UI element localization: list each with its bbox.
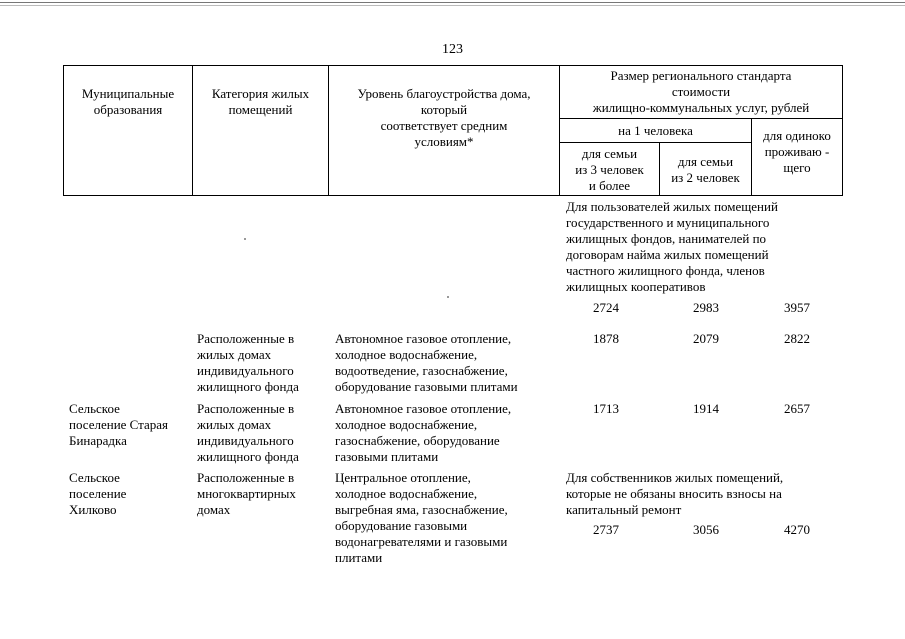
row3-single-value: 4270 — [784, 522, 810, 537]
row0-family2-value: 2983 — [693, 300, 719, 315]
header-family2 — [659, 142, 752, 196]
header-category — [192, 65, 329, 196]
header-level-label: Уровень благоустройства дома, который соответствует средним условиям* — [357, 86, 531, 149]
header-size-label: Размер регионального стандарта стоимости жилищно-коммунальных услуг, рублей — [592, 68, 810, 115]
scan-speck — [244, 238, 246, 240]
row2-family2-value: 1914 — [693, 401, 719, 416]
row2-municipal: Сельское поселение Старая Бинарадка — [69, 401, 169, 448]
row1-level: Автономное газовое отопление, холодное водоснабжение, водоотведение, газоснабжение, оборудование газовыми плитами — [335, 331, 518, 394]
row3-family3-value: 2737 — [593, 522, 619, 537]
scan-edge-line — [0, 2, 905, 3]
page-number: 123 — [442, 42, 463, 57]
row0-single-value: 3957 — [784, 300, 810, 315]
row2-single-value: 2657 — [784, 401, 810, 416]
header-single-label: для одиноко проживаю - щего — [763, 128, 831, 175]
section1-note: Для пользователей жилых помещений государственного и муниципального жилищных фондов, нанимателей по договорам найма жилых помещений частного жилищного фонда, членов жилищных кооперативов — [566, 199, 778, 294]
scan-edge-line — [0, 5, 905, 6]
row1-single-value: 2822 — [784, 331, 810, 346]
row3-family2-value: 3056 — [693, 522, 719, 537]
section2-note: Для собственников жилых помещений, которые не обязаны вносить взносы на капитальный ремонт — [566, 470, 784, 517]
header-per-person — [559, 118, 752, 143]
row3-category: Расположенные в многоквартирных домах — [197, 470, 296, 517]
row0-family3-value: 2724 — [593, 300, 619, 315]
row2-level: Автономное газовое отопление, холодное водоснабжение, газоснабжение, оборудование газовыми плитами — [335, 401, 512, 464]
header-family3-label: для семьи из 3 человек и более — [575, 146, 644, 193]
header-municipal — [63, 65, 193, 196]
header-family3 — [559, 142, 660, 196]
header-family2-label: для семьи из 2 человек — [671, 154, 740, 185]
scan-speck — [447, 296, 449, 298]
row2-category: Расположенные в жилых домах индивидуального жилищного фонда — [197, 401, 299, 464]
row1-family2-value: 2079 — [693, 331, 719, 346]
row2-family3-value: 1713 — [593, 401, 619, 416]
header-per-person-label: на 1 человека — [618, 122, 693, 138]
header-single — [751, 118, 843, 196]
header-size — [559, 65, 843, 119]
header-level — [328, 65, 560, 196]
header-category-label: Категория жилых помещений — [211, 86, 310, 117]
row1-family3-value: 1878 — [593, 331, 619, 346]
row1-category: Расположенные в жилых домах индивидуального жилищного фонда — [197, 331, 299, 394]
header-municipal-label: Муниципальные образования — [81, 86, 175, 117]
row3-level: Центральное отопление, холодное водоснабжение, выгребная яма, газоснабжение, оборудование газовыми водонагревателями и газовыми плитами — [335, 470, 508, 565]
row3-municipal: Сельское поселение Хилково — [69, 470, 127, 517]
